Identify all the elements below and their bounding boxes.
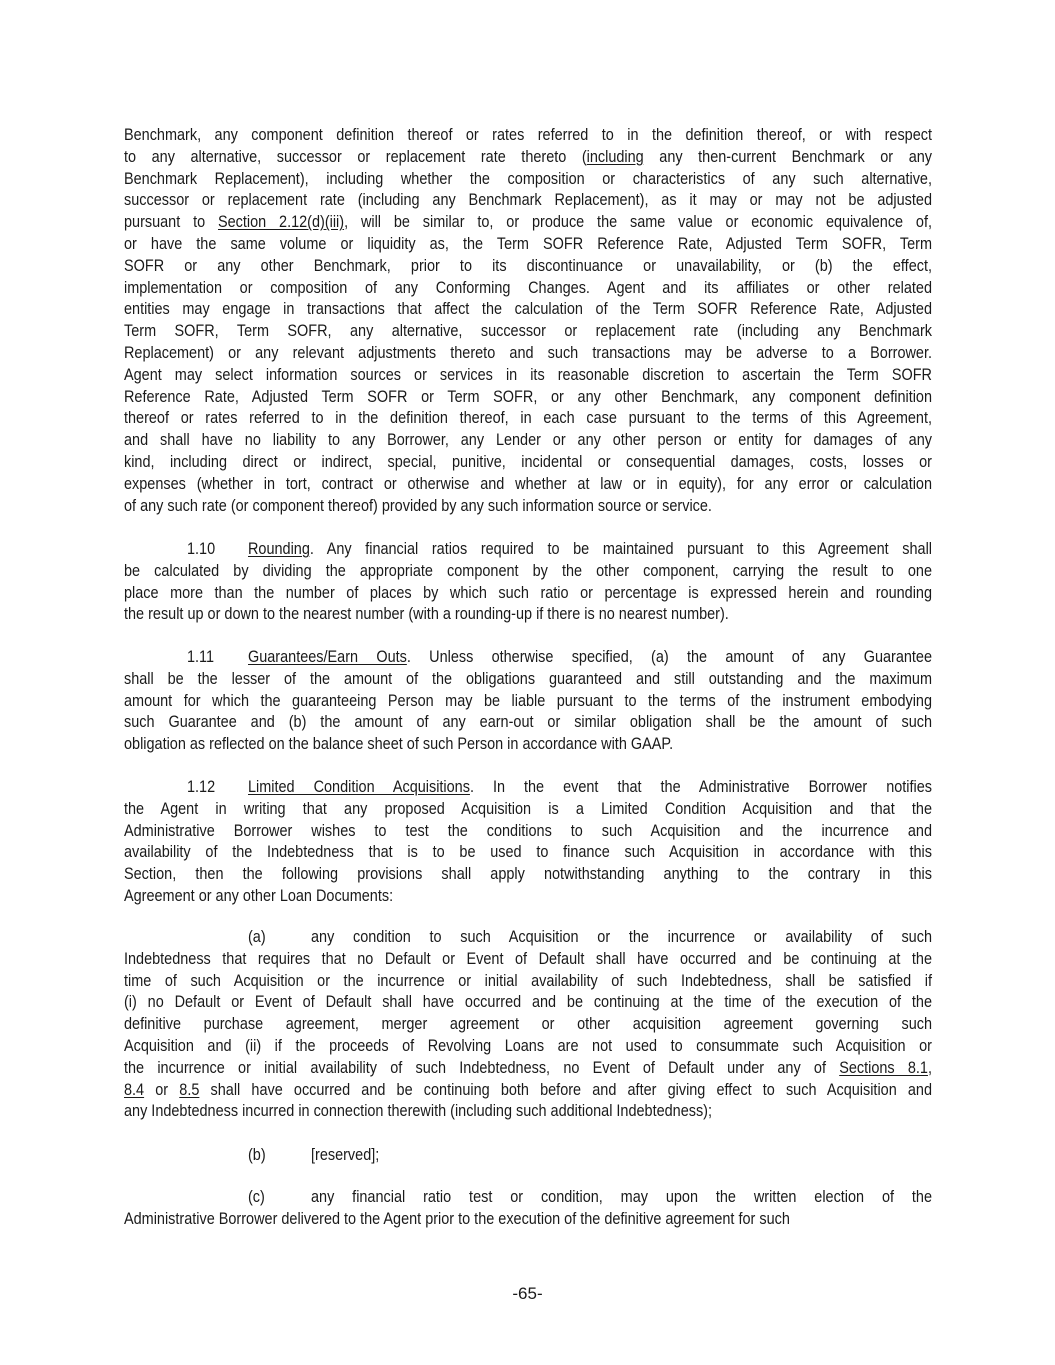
text-segment: the Agent in writing that any proposed Acquisition is a Limited Condition Acquisition and that the	[124, 798, 932, 818]
text-line	[248, 776, 932, 798]
clause-label: (a)	[248, 927, 266, 946]
text-line	[124, 233, 932, 255]
text-line	[124, 407, 932, 429]
text-line	[124, 1013, 932, 1035]
text-segment: expenses (whether in tort, contract or otherwise and whether at law or in equity), for any error or calculation	[124, 473, 932, 493]
text-segment: Acquisition and (ii) if the proceeds of Revolving Loans are not used to consummate such Acquisition or	[124, 1036, 932, 1055]
text-segment: Benchmark Replacement), including whether the composition or characteristics of any such alternative,	[124, 168, 932, 188]
text-line	[124, 495, 932, 517]
text-line	[124, 841, 932, 863]
cross-reference-link: Guarantees/Earn Outs	[248, 647, 407, 666]
text-segment: Benchmark, any component definition thereof or rates referred to in the definition thereof, or with respect	[124, 125, 932, 144]
text-line	[124, 473, 932, 495]
text-line	[124, 970, 932, 992]
text-segment: Administrative Borrower delivered to the Agent prior to the execution of the definitive agreement for such	[124, 1208, 790, 1228]
cross-reference-link: 8.5	[179, 1079, 200, 1099]
cross-reference-link: Section 2.12(d)(iii)	[217, 212, 345, 232]
text-segment: definitive purchase agreement, merger agreement or other acquisition agreement governing such	[124, 1014, 932, 1034]
text-line	[124, 733, 932, 755]
text-line	[124, 386, 932, 408]
text-line	[124, 1057, 932, 1079]
cross-reference-link: 8.4	[124, 1079, 145, 1099]
text-line	[311, 1186, 932, 1208]
text-line	[124, 1208, 932, 1230]
text-segment: amount for which the guaranteeing Person may be liable pursuant to the terms of the instrument embodying	[124, 690, 932, 710]
text-line	[124, 146, 932, 168]
text-segment: the result up or down to the nearest number (with a rounding-up if there is no nearest number).	[124, 604, 729, 624]
text-line	[124, 342, 932, 364]
text-line	[124, 603, 932, 625]
text-line	[124, 364, 932, 386]
text-line	[124, 991, 932, 1013]
text-segment: Term SOFR, Term SOFR, any alternative, successor or replacement rate (including any Benchmark	[124, 321, 932, 341]
text-segment: place more than the number of places by which such ratio or percentage is expressed herein and rounding	[124, 582, 932, 602]
text-line	[124, 451, 932, 473]
text-line	[124, 948, 932, 970]
text-segment: availability of the Indebtedness that is to be used to finance such Acquisition in accordance with this	[124, 842, 932, 862]
clause-label: (c)	[248, 1187, 265, 1206]
text-segment: thereof or rates referred to in the definition thereof, in each case pursuant to the terms of this Agreement,	[124, 408, 932, 428]
text-segment: Agent may select information sources or services in its reasonable discretion to ascertain the Term SOFR	[124, 364, 932, 384]
text-segment: any financial ratio test or condition, may upon the written election of the	[311, 1187, 932, 1206]
text-line	[124, 277, 932, 299]
text-segment: ,	[927, 1057, 932, 1077]
text-line	[124, 820, 932, 842]
text-segment: obligation as reflected on the balance sheet of such Person in accordance with GAAP.	[124, 734, 674, 754]
text-segment: Reference Rate, Adjusted Term SOFR or Term SOFR, or any other Benchmark, any component definition	[124, 386, 932, 406]
text-segment: . Unless otherwise specified, (a) the amount of any Guarantee	[406, 647, 932, 666]
text-segment: or	[144, 1079, 180, 1099]
text-line	[311, 926, 932, 948]
text-line	[124, 1079, 932, 1101]
text-segment: or have the same volume or liquidity as, the Term SOFR Reference Rate, Adjusted Term SOFR, Term	[124, 234, 932, 253]
text-segment: to any alternative, successor or replacement rate thereto (	[124, 146, 587, 166]
section-number: 1.10	[187, 539, 216, 558]
text-segment: any Indebtedness incurred in connection therewith (including such additional Indebtedness);	[124, 1101, 713, 1121]
text-segment: [reserved];	[311, 1145, 380, 1164]
text-segment: successor or replacement rate (including any Benchmark Replacement), as it may or may not be adjusted	[124, 190, 932, 210]
text-segment: pursuant to	[124, 212, 218, 232]
text-line	[124, 320, 932, 342]
clause-label: (b)	[248, 1145, 266, 1164]
text-segment: any condition to such Acquisition or the incurrence or availability of such	[311, 927, 932, 946]
text-line	[124, 298, 932, 320]
text-line	[311, 1144, 932, 1166]
text-line	[124, 429, 932, 451]
text-segment: the incurrence or initial availability of such Indebtedness, no Event of Default under any of	[124, 1057, 840, 1077]
text-line	[124, 690, 932, 712]
text-line	[124, 668, 932, 690]
cross-reference-link: Limited Condition Acquisitions	[248, 777, 470, 796]
text-line	[124, 798, 932, 820]
text-line	[124, 885, 932, 907]
text-segment: implementation or composition of any Conforming Changes. Agent and its affiliates or other related	[124, 277, 932, 297]
text-segment: entities may engage in transactions that affect the calculation of the Term SOFR Reference Rate, Adjusted	[124, 299, 932, 319]
text-segment: Administrative Borrower wishes to test the conditions to such Acquisition and the incurrence and	[124, 820, 932, 840]
text-line	[124, 124, 932, 146]
section-number: 1.11	[187, 647, 215, 666]
text-line	[124, 211, 932, 233]
text-segment: and shall have no liability to any Borrower, any Lender or any other person or entity for damages of any	[124, 430, 932, 450]
text-segment: Agreement or any other Loan Documents:	[124, 886, 394, 905]
text-segment: any then-current Benchmark or any	[643, 146, 932, 166]
text-line	[248, 538, 932, 560]
cross-reference-link: including	[586, 146, 644, 166]
text-segment: Replacement) or any relevant adjustments thereto and such transactions may be adverse to a Borrower.	[124, 343, 932, 362]
text-segment: (i) no Default or Event of Default shall have occurred and be continuing at the time of the execution of the	[124, 992, 932, 1012]
text-segment: kind, including direct or indirect, special, punitive, incidental or consequential damages, costs, losses or	[124, 452, 932, 471]
text-line	[124, 711, 932, 733]
text-line	[124, 560, 932, 582]
text-segment: time of such Acquisition or the incurrence or initial availability of such Indebtedness, shall be satisfied if	[124, 970, 932, 990]
section-number: 1.12	[187, 777, 216, 796]
cross-reference-link: Sections 8.1	[839, 1057, 928, 1077]
text-segment: of any such rate (or component thereof) provided by any such information source or service.	[124, 495, 712, 515]
text-segment: Indebtedness that requires that no Default or Event of Default shall have occurred and be continuing at the	[124, 948, 932, 968]
text-line	[124, 582, 932, 604]
cross-reference-link: Rounding	[248, 539, 310, 558]
text-line	[124, 168, 932, 190]
text-segment: be calculated by dividing the appropriate component by the other component, carrying the result to one	[124, 560, 932, 580]
text-segment: shall have occurred and be continuing both before and after giving effect to such Acquisition and	[199, 1079, 932, 1099]
text-segment: such Guarantee and (b) the amount of any earn-out or similar obligation shall be the amount of such	[124, 712, 932, 732]
text-line	[124, 189, 932, 211]
text-segment: shall be the lesser of the amount of the obligations guaranteed and still outstanding and the maximum	[124, 668, 932, 688]
text-segment: , will be similar to, or produce the same value or economic equivalence of,	[344, 212, 932, 232]
text-segment: SOFR or any other Benchmark, prior to its discontinuance or unavailability, or (b) the effect,	[124, 255, 932, 275]
text-line	[248, 646, 932, 668]
text-segment: . Any financial ratios required to be maintained pursuant to this Agreement shall	[309, 539, 932, 558]
text-segment: . In the event that the Administrative Borrower notifies	[469, 777, 932, 796]
text-line	[124, 863, 932, 885]
text-line	[124, 255, 932, 277]
text-line	[124, 1100, 932, 1122]
page-number: -65-	[512, 1284, 543, 1303]
text-line	[124, 1035, 932, 1057]
text-segment: Section, then the following provisions shall apply notwithstanding anything to the contrary in this	[124, 864, 932, 884]
